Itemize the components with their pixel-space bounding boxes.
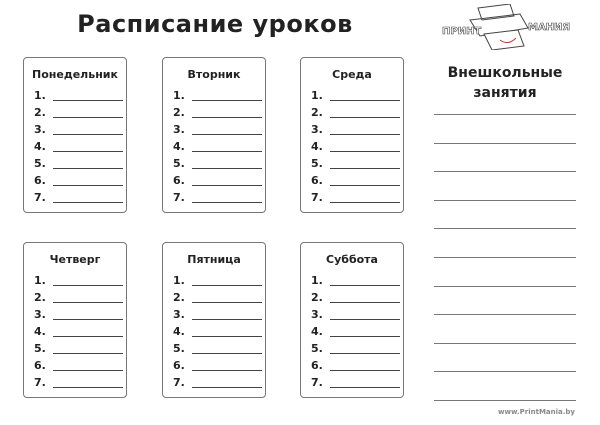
lesson-row bbox=[173, 138, 262, 155]
lesson-number: 3. bbox=[173, 308, 185, 321]
lesson-row bbox=[34, 340, 123, 357]
lesson-row bbox=[34, 87, 123, 104]
lesson-line bbox=[53, 361, 123, 371]
lesson-number: 7. bbox=[173, 191, 185, 204]
lesson-number: 1. bbox=[173, 89, 185, 102]
lesson-row bbox=[311, 155, 400, 172]
lesson-row bbox=[311, 189, 400, 206]
lesson-number: 5. bbox=[311, 157, 323, 170]
day-box bbox=[162, 242, 266, 398]
lesson-number: 1. bbox=[311, 274, 323, 287]
page-title: Расписание уроков bbox=[77, 10, 353, 38]
lesson-line bbox=[192, 125, 262, 135]
svg-text:ПРИНТ: ПРИНТ bbox=[442, 26, 482, 37]
extracurricular-line bbox=[434, 171, 576, 172]
lesson-number: 2. bbox=[34, 106, 46, 119]
lesson-line bbox=[53, 125, 123, 135]
lesson-number: 7. bbox=[34, 191, 46, 204]
day-name: Понедельник bbox=[32, 68, 118, 81]
day-box bbox=[162, 57, 266, 213]
lesson-number: 4. bbox=[311, 325, 323, 338]
lesson-number: 4. bbox=[34, 140, 46, 153]
lesson-row bbox=[34, 323, 123, 340]
lesson-row bbox=[34, 104, 123, 121]
lesson-line bbox=[53, 142, 123, 152]
lesson-number: 7. bbox=[173, 376, 185, 389]
lesson-number: 4. bbox=[173, 325, 185, 338]
lesson-row bbox=[311, 374, 400, 391]
lesson-line bbox=[53, 159, 123, 169]
lesson-number: 6. bbox=[311, 174, 323, 187]
lesson-line bbox=[53, 276, 123, 286]
lesson-line bbox=[53, 310, 123, 320]
lesson-line bbox=[192, 378, 262, 388]
lesson-row bbox=[173, 87, 262, 104]
lesson-number: 3. bbox=[34, 308, 46, 321]
lesson-row bbox=[311, 104, 400, 121]
lesson-row bbox=[311, 289, 400, 306]
lesson-line bbox=[53, 293, 123, 303]
lesson-row bbox=[311, 306, 400, 323]
lesson-number: 5. bbox=[34, 157, 46, 170]
lesson-number: 6. bbox=[311, 359, 323, 372]
lesson-row bbox=[311, 172, 400, 189]
lesson-line bbox=[192, 310, 262, 320]
day-name: Четверг bbox=[49, 253, 101, 266]
lesson-row bbox=[34, 289, 123, 306]
lesson-line bbox=[53, 108, 123, 118]
lesson-number: 6. bbox=[173, 359, 185, 372]
lesson-line bbox=[192, 276, 262, 286]
lesson-line bbox=[192, 108, 262, 118]
lesson-line bbox=[330, 378, 400, 388]
lesson-line bbox=[192, 193, 262, 203]
extracurricular-line bbox=[434, 400, 576, 401]
lesson-line bbox=[330, 142, 400, 152]
lesson-number: 4. bbox=[34, 325, 46, 338]
lesson-number: 7. bbox=[311, 191, 323, 204]
lesson-line bbox=[330, 193, 400, 203]
lesson-row bbox=[311, 357, 400, 374]
lesson-row bbox=[311, 138, 400, 155]
lesson-number: 3. bbox=[311, 123, 323, 136]
lesson-number: 3. bbox=[311, 308, 323, 321]
lesson-row bbox=[34, 189, 123, 206]
day-name: Пятница bbox=[187, 253, 241, 266]
lesson-number: 1. bbox=[173, 274, 185, 287]
lesson-row bbox=[34, 172, 123, 189]
day-name: Суббота bbox=[326, 253, 378, 266]
lesson-row bbox=[311, 121, 400, 138]
lesson-line bbox=[330, 125, 400, 135]
day-box bbox=[23, 242, 127, 398]
lesson-row bbox=[173, 104, 262, 121]
extracurricular-line bbox=[434, 371, 576, 372]
lesson-row bbox=[34, 272, 123, 289]
extracurricular-title bbox=[420, 63, 590, 103]
lesson-row bbox=[173, 289, 262, 306]
lesson-line bbox=[330, 344, 400, 354]
lesson-number: 6. bbox=[34, 359, 46, 372]
extracurricular-line bbox=[434, 314, 576, 315]
lesson-number: 5. bbox=[173, 157, 185, 170]
lesson-line bbox=[53, 176, 123, 186]
extracurricular-title-line1: Внешкольные bbox=[447, 65, 563, 81]
lesson-row bbox=[311, 340, 400, 357]
lesson-number: 7. bbox=[311, 376, 323, 389]
lesson-row bbox=[34, 306, 123, 323]
lesson-line bbox=[192, 91, 262, 101]
lesson-row bbox=[173, 189, 262, 206]
lesson-row bbox=[173, 374, 262, 391]
lesson-line bbox=[192, 344, 262, 354]
lesson-number: 4. bbox=[173, 140, 185, 153]
lesson-line bbox=[330, 361, 400, 371]
lesson-row bbox=[34, 138, 123, 155]
lesson-line bbox=[192, 142, 262, 152]
lesson-line bbox=[330, 91, 400, 101]
lesson-line bbox=[53, 193, 123, 203]
lesson-row bbox=[173, 306, 262, 323]
lesson-line bbox=[330, 159, 400, 169]
lesson-line bbox=[330, 310, 400, 320]
lesson-number: 2. bbox=[173, 106, 185, 119]
extracurricular-line bbox=[434, 200, 576, 201]
extracurricular-line bbox=[434, 228, 576, 229]
extracurricular-line bbox=[434, 286, 576, 287]
lesson-number: 2. bbox=[311, 291, 323, 304]
lesson-row bbox=[311, 272, 400, 289]
day-box bbox=[300, 57, 404, 213]
extracurricular-line bbox=[434, 343, 576, 344]
lesson-number: 2. bbox=[311, 106, 323, 119]
extracurricular-line bbox=[434, 143, 576, 144]
lesson-line bbox=[192, 293, 262, 303]
lesson-number: 4. bbox=[311, 140, 323, 153]
extracurricular-line bbox=[434, 257, 576, 258]
lesson-row bbox=[173, 272, 262, 289]
lesson-row bbox=[173, 155, 262, 172]
lesson-number: 5. bbox=[173, 342, 185, 355]
lesson-number: 2. bbox=[173, 291, 185, 304]
lesson-number: 5. bbox=[311, 342, 323, 355]
lesson-row bbox=[173, 121, 262, 138]
lesson-number: 6. bbox=[173, 174, 185, 187]
lesson-number: 6. bbox=[34, 174, 46, 187]
lesson-line bbox=[53, 91, 123, 101]
lesson-row bbox=[311, 87, 400, 104]
lesson-line bbox=[330, 108, 400, 118]
lesson-line bbox=[53, 344, 123, 354]
lesson-number: 1. bbox=[34, 89, 46, 102]
lesson-row bbox=[173, 323, 262, 340]
lesson-row bbox=[173, 357, 262, 374]
lesson-number: 7. bbox=[34, 376, 46, 389]
lesson-row bbox=[34, 121, 123, 138]
lesson-row bbox=[173, 172, 262, 189]
footer-url: www.PrintMania.by bbox=[498, 408, 575, 416]
lesson-line bbox=[330, 276, 400, 286]
day-box bbox=[23, 57, 127, 213]
lesson-number: 1. bbox=[311, 89, 323, 102]
lesson-number: 1. bbox=[34, 274, 46, 287]
lesson-line bbox=[330, 176, 400, 186]
extracurricular-line bbox=[434, 114, 576, 115]
lesson-row bbox=[34, 374, 123, 391]
lesson-row bbox=[34, 357, 123, 374]
day-name: Среда bbox=[332, 68, 372, 81]
lesson-row bbox=[34, 155, 123, 172]
lesson-row bbox=[311, 323, 400, 340]
lesson-row bbox=[173, 340, 262, 357]
lesson-line bbox=[192, 176, 262, 186]
lesson-number: 3. bbox=[34, 123, 46, 136]
svg-text:МАНИЯ: МАНИЯ bbox=[528, 22, 570, 33]
lesson-line bbox=[53, 327, 123, 337]
extracurricular-title-line2: занятия bbox=[473, 85, 537, 101]
lesson-number: 2. bbox=[34, 291, 46, 304]
lesson-line bbox=[192, 159, 262, 169]
lesson-number: 5. bbox=[34, 342, 46, 355]
lesson-line bbox=[330, 293, 400, 303]
lesson-line bbox=[192, 327, 262, 337]
lesson-line bbox=[330, 327, 400, 337]
lesson-line bbox=[192, 361, 262, 371]
lesson-number: 3. bbox=[173, 123, 185, 136]
day-name: Вторник bbox=[187, 68, 241, 81]
printmania-logo bbox=[440, 4, 570, 50]
day-box bbox=[300, 242, 404, 398]
lesson-line bbox=[53, 378, 123, 388]
